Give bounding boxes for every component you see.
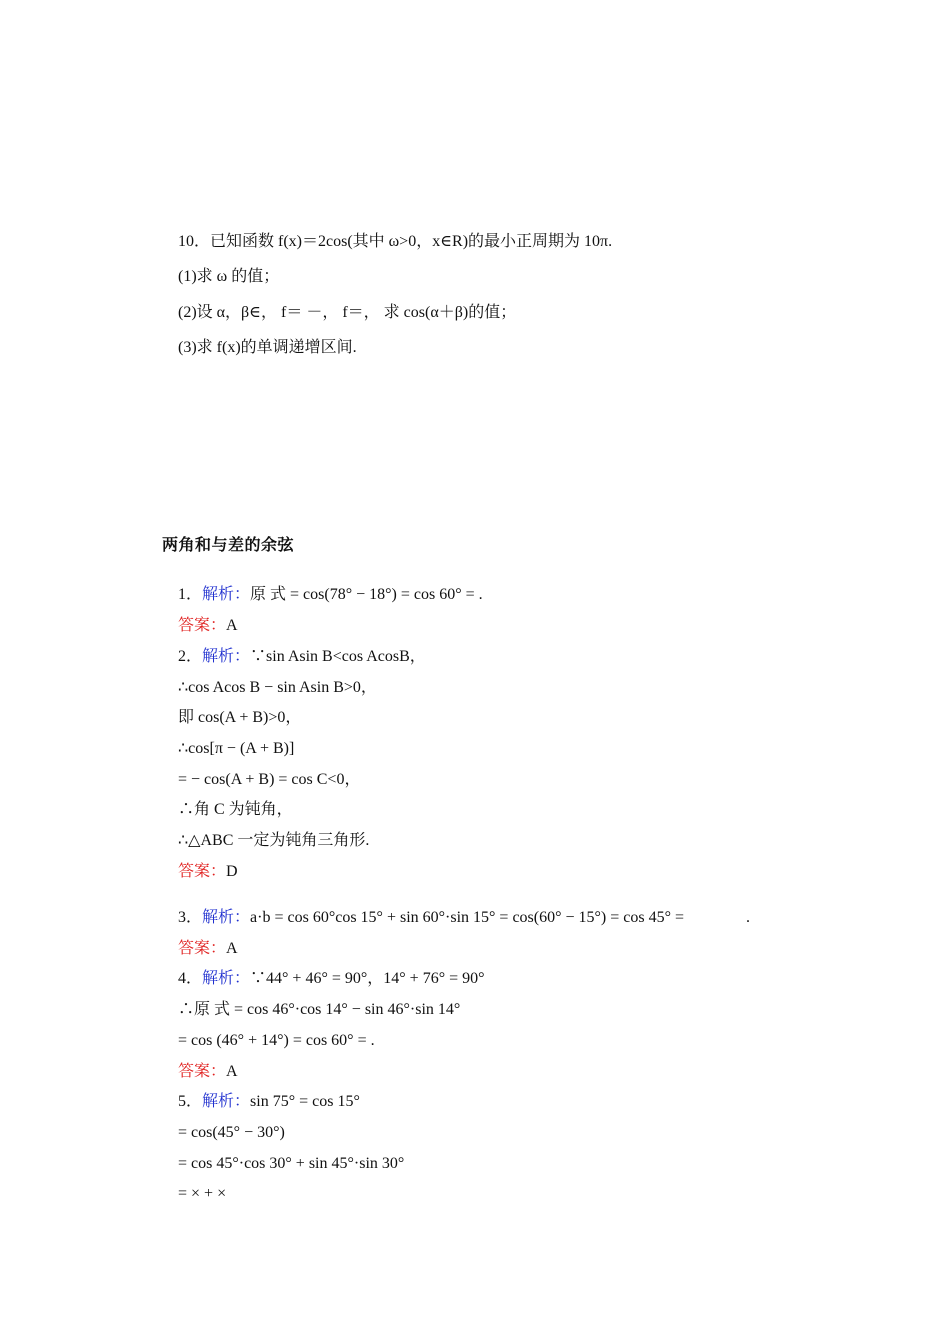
analysis-label: 解析： bbox=[202, 586, 251, 603]
q1-answer: A bbox=[226, 617, 238, 634]
q4-answer-line bbox=[178, 1062, 238, 1082]
q1-analysis-line bbox=[178, 585, 483, 605]
q3-answer: A bbox=[226, 940, 238, 957]
q1-answer-line bbox=[178, 616, 238, 636]
q4-answer: A bbox=[226, 1063, 238, 1080]
q2-line1: ∵sin Asin B<cos AcosB， bbox=[250, 648, 426, 665]
q4-analysis-line bbox=[178, 969, 485, 989]
q3-text: a·b = cos 60°cos 15° + sin 60°·sin 15° = cos(60° − 15°) = cos 45° = bbox=[250, 909, 685, 926]
analysis-label: 解析： bbox=[202, 1093, 251, 1110]
section-title: 两角和与差的余弦 bbox=[162, 535, 295, 554]
answer-label: 答案： bbox=[178, 1063, 227, 1080]
answer-label: 答案： bbox=[178, 940, 227, 957]
q3-analysis-line bbox=[178, 908, 750, 928]
q3-number: 3． bbox=[178, 909, 203, 926]
q2-answer: D bbox=[226, 863, 238, 880]
q5-line2: = cos(45° − 30°) bbox=[178, 1124, 285, 1141]
problem10-statement: 10．已知函数 f(x)＝2cos(其中 ω>0，x∈R)的最小正周期为 10π. bbox=[178, 233, 613, 250]
analysis-label: 解析： bbox=[202, 648, 251, 665]
q3-answer-line bbox=[178, 939, 238, 959]
q2-analysis-line bbox=[178, 647, 426, 667]
q2-line2: ∴cos Acos B − sin Asin B>0， bbox=[178, 679, 377, 696]
q5-analysis-line bbox=[178, 1092, 360, 1112]
problem10-part1: (1)求 ω 的值； bbox=[178, 268, 280, 285]
q2-line3: 即 cos(A + B)>0， bbox=[178, 709, 302, 726]
q4-number: 4． bbox=[178, 970, 203, 987]
q2-line5: = − cos(A + B) = cos C<0， bbox=[178, 771, 361, 788]
q2-answer-line bbox=[178, 862, 238, 882]
problem10-part3: (3)求 f(x)的单调递增区间. bbox=[178, 339, 357, 356]
q2-line4: ∴cos[π − (A + B)] bbox=[178, 740, 295, 757]
q5-number: 5． bbox=[178, 1093, 203, 1110]
answer-label: 答案： bbox=[178, 617, 227, 634]
q1-text: 原 式 = cos(78° − 18°) = cos 60° = . bbox=[250, 586, 483, 603]
problem10-part2: (2)设 α，β∈， f＝ －， f＝， 求 cos(α＋β)的值； bbox=[178, 304, 517, 321]
analysis-label: 解析： bbox=[202, 909, 251, 926]
answer-label: 答案： bbox=[178, 863, 227, 880]
q2-line6: ∴角 C 为钝角， bbox=[178, 801, 293, 818]
q4-line2: ∴原 式 = cos 46°·cos 14° − sin 46°·sin 14° bbox=[178, 1001, 461, 1018]
q4-line1: ∵44° + 46° = 90°，14° + 76° = 90° bbox=[250, 970, 485, 987]
q3-tail: . bbox=[746, 909, 751, 926]
q4-line3: = cos (46° + 14°) = cos 60° = . bbox=[178, 1032, 375, 1049]
q2-number: 2． bbox=[178, 648, 203, 665]
q2-line7: ∴△ABC 一定为钝角三角形. bbox=[178, 832, 370, 849]
q5-line3: = cos 45°·cos 30° + sin 45°·sin 30° bbox=[178, 1155, 405, 1172]
q5-line1: sin 75° = cos 15° bbox=[250, 1093, 360, 1110]
analysis-label: 解析： bbox=[202, 970, 251, 987]
q1-number: 1． bbox=[178, 586, 203, 603]
q5-line4: = × + × bbox=[178, 1185, 227, 1202]
